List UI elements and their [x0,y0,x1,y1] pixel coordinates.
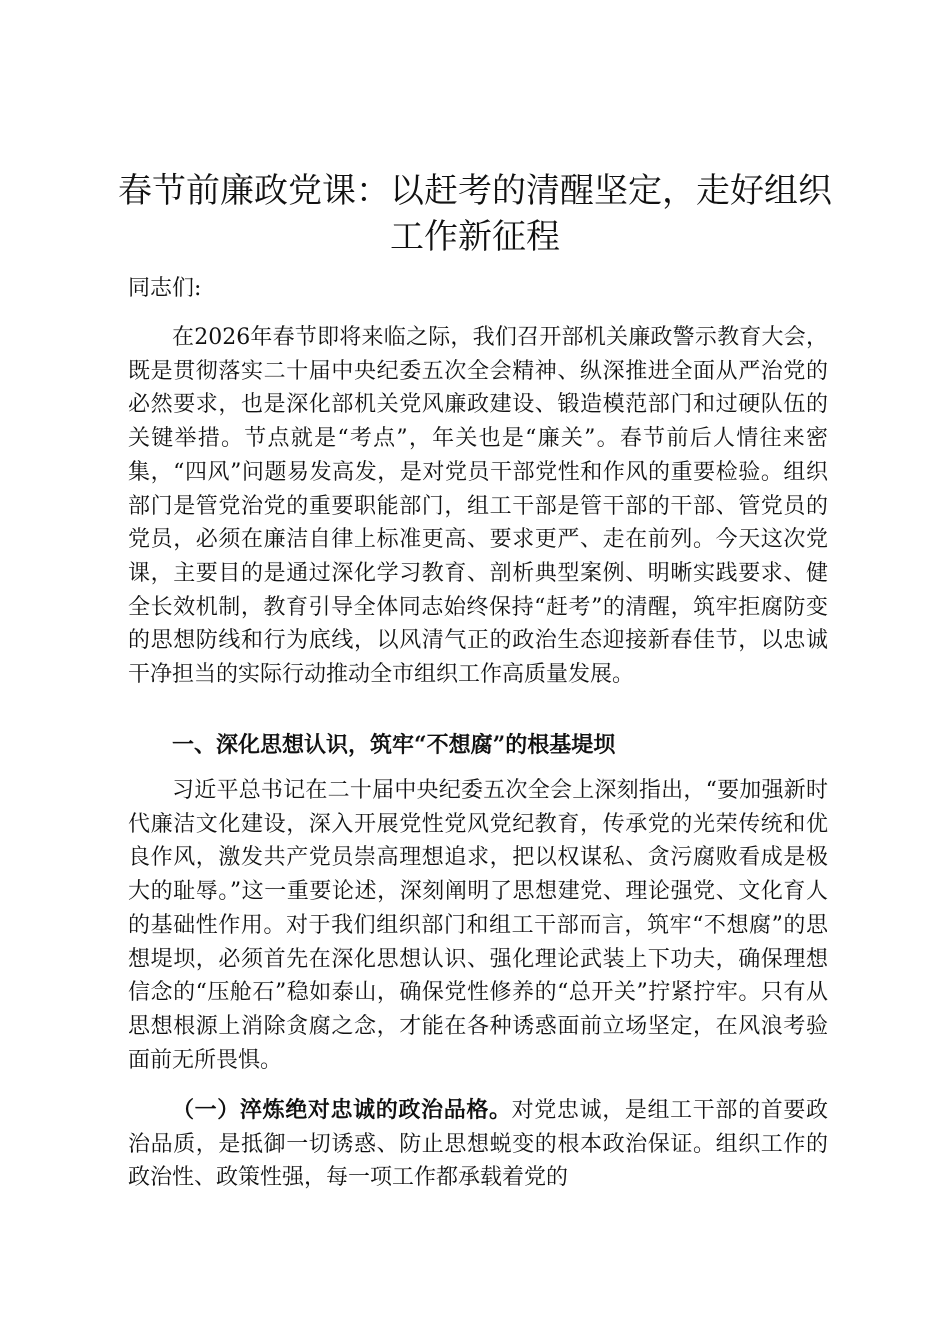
subsection-1-heading: （一）淬炼绝对忠诚的政治品格。 [172,1097,512,1123]
salutation: 同志们: [128,276,202,301]
section-1-paragraph: 习近平总书记在二十届中央纪委五次全会上深刻指出，“要加强新时代廉洁文化建设，深入开展党性党风党纪教育，传承党的光荣传统和优良作风，激发共产党员崇高理想追求，把以权谋私、贪污腐败看成是极大的耻辱。”这一重要论述，深刻阐明了思想建党、理论强党、文化育人的基础性作用。对于我们组织部门和组工干部而言，筑牢“不想腐”的思想堤坝，必须首先在深化思想认识、强化理论武装上下功夫，确保理想信念的“压舱石”稳如泰山，确保党性修养的“总开关”拧紧拧牢。只有从思想根源上消除贪腐之念，才能在各种诱惑面前立场坚定，在风浪考验面前无所畏惧。 [128,778,828,1073]
intro-paragraph: 在2026年春节即将来临之际，我们召开部机关廉政警示教育大会，既是贯彻落实二十届中央纪委五次全会精神、纵深推进全面从严治党的必然要求，也是深化部机关党风廉政建设、锻造模范部门和过硬队伍的关键举措。节点就是“考点”，年关也是“廉关”。春节前后人情往来密集，“四风”问题易发高发，是对党员干部党性和作风的重要检验。组织部门是管党治党的重要职能部门，组工干部是管干部的干部、管党员的党员，必须在廉洁自律上标准更高、要求更严、走在前列。今天这次党课，主要目的是通过深化学习教育、剖析典型案例、明晰实践要求、健全长效机制，教育引导全体同志始终保持“赶考”的清醒，筑牢拒腐防变的思想防线和行为底线，以风清气正的政治生态迎接新春佳节，以忠诚干净担当的实际行动推动全市组织工作高质量发展。 [128,325,828,688]
section-heading-1: 一、深化思想认识，筑牢“不想腐”的根基堤坝 [172,732,616,758]
subsection-1-paragraph [128,1094,828,1195]
subsection-1-text: 对党忠诚，是组工干部的首要政治品质，是抵御一切诱惑、防止思想蜕变的根本政治保证。组织工作的政治性、政策性强，每一项工作都承载着党的 [128,1098,828,1191]
document-title: 春节前廉政党课：以赶考的清醒坚定，走好组织工作新征程 [118,171,832,257]
